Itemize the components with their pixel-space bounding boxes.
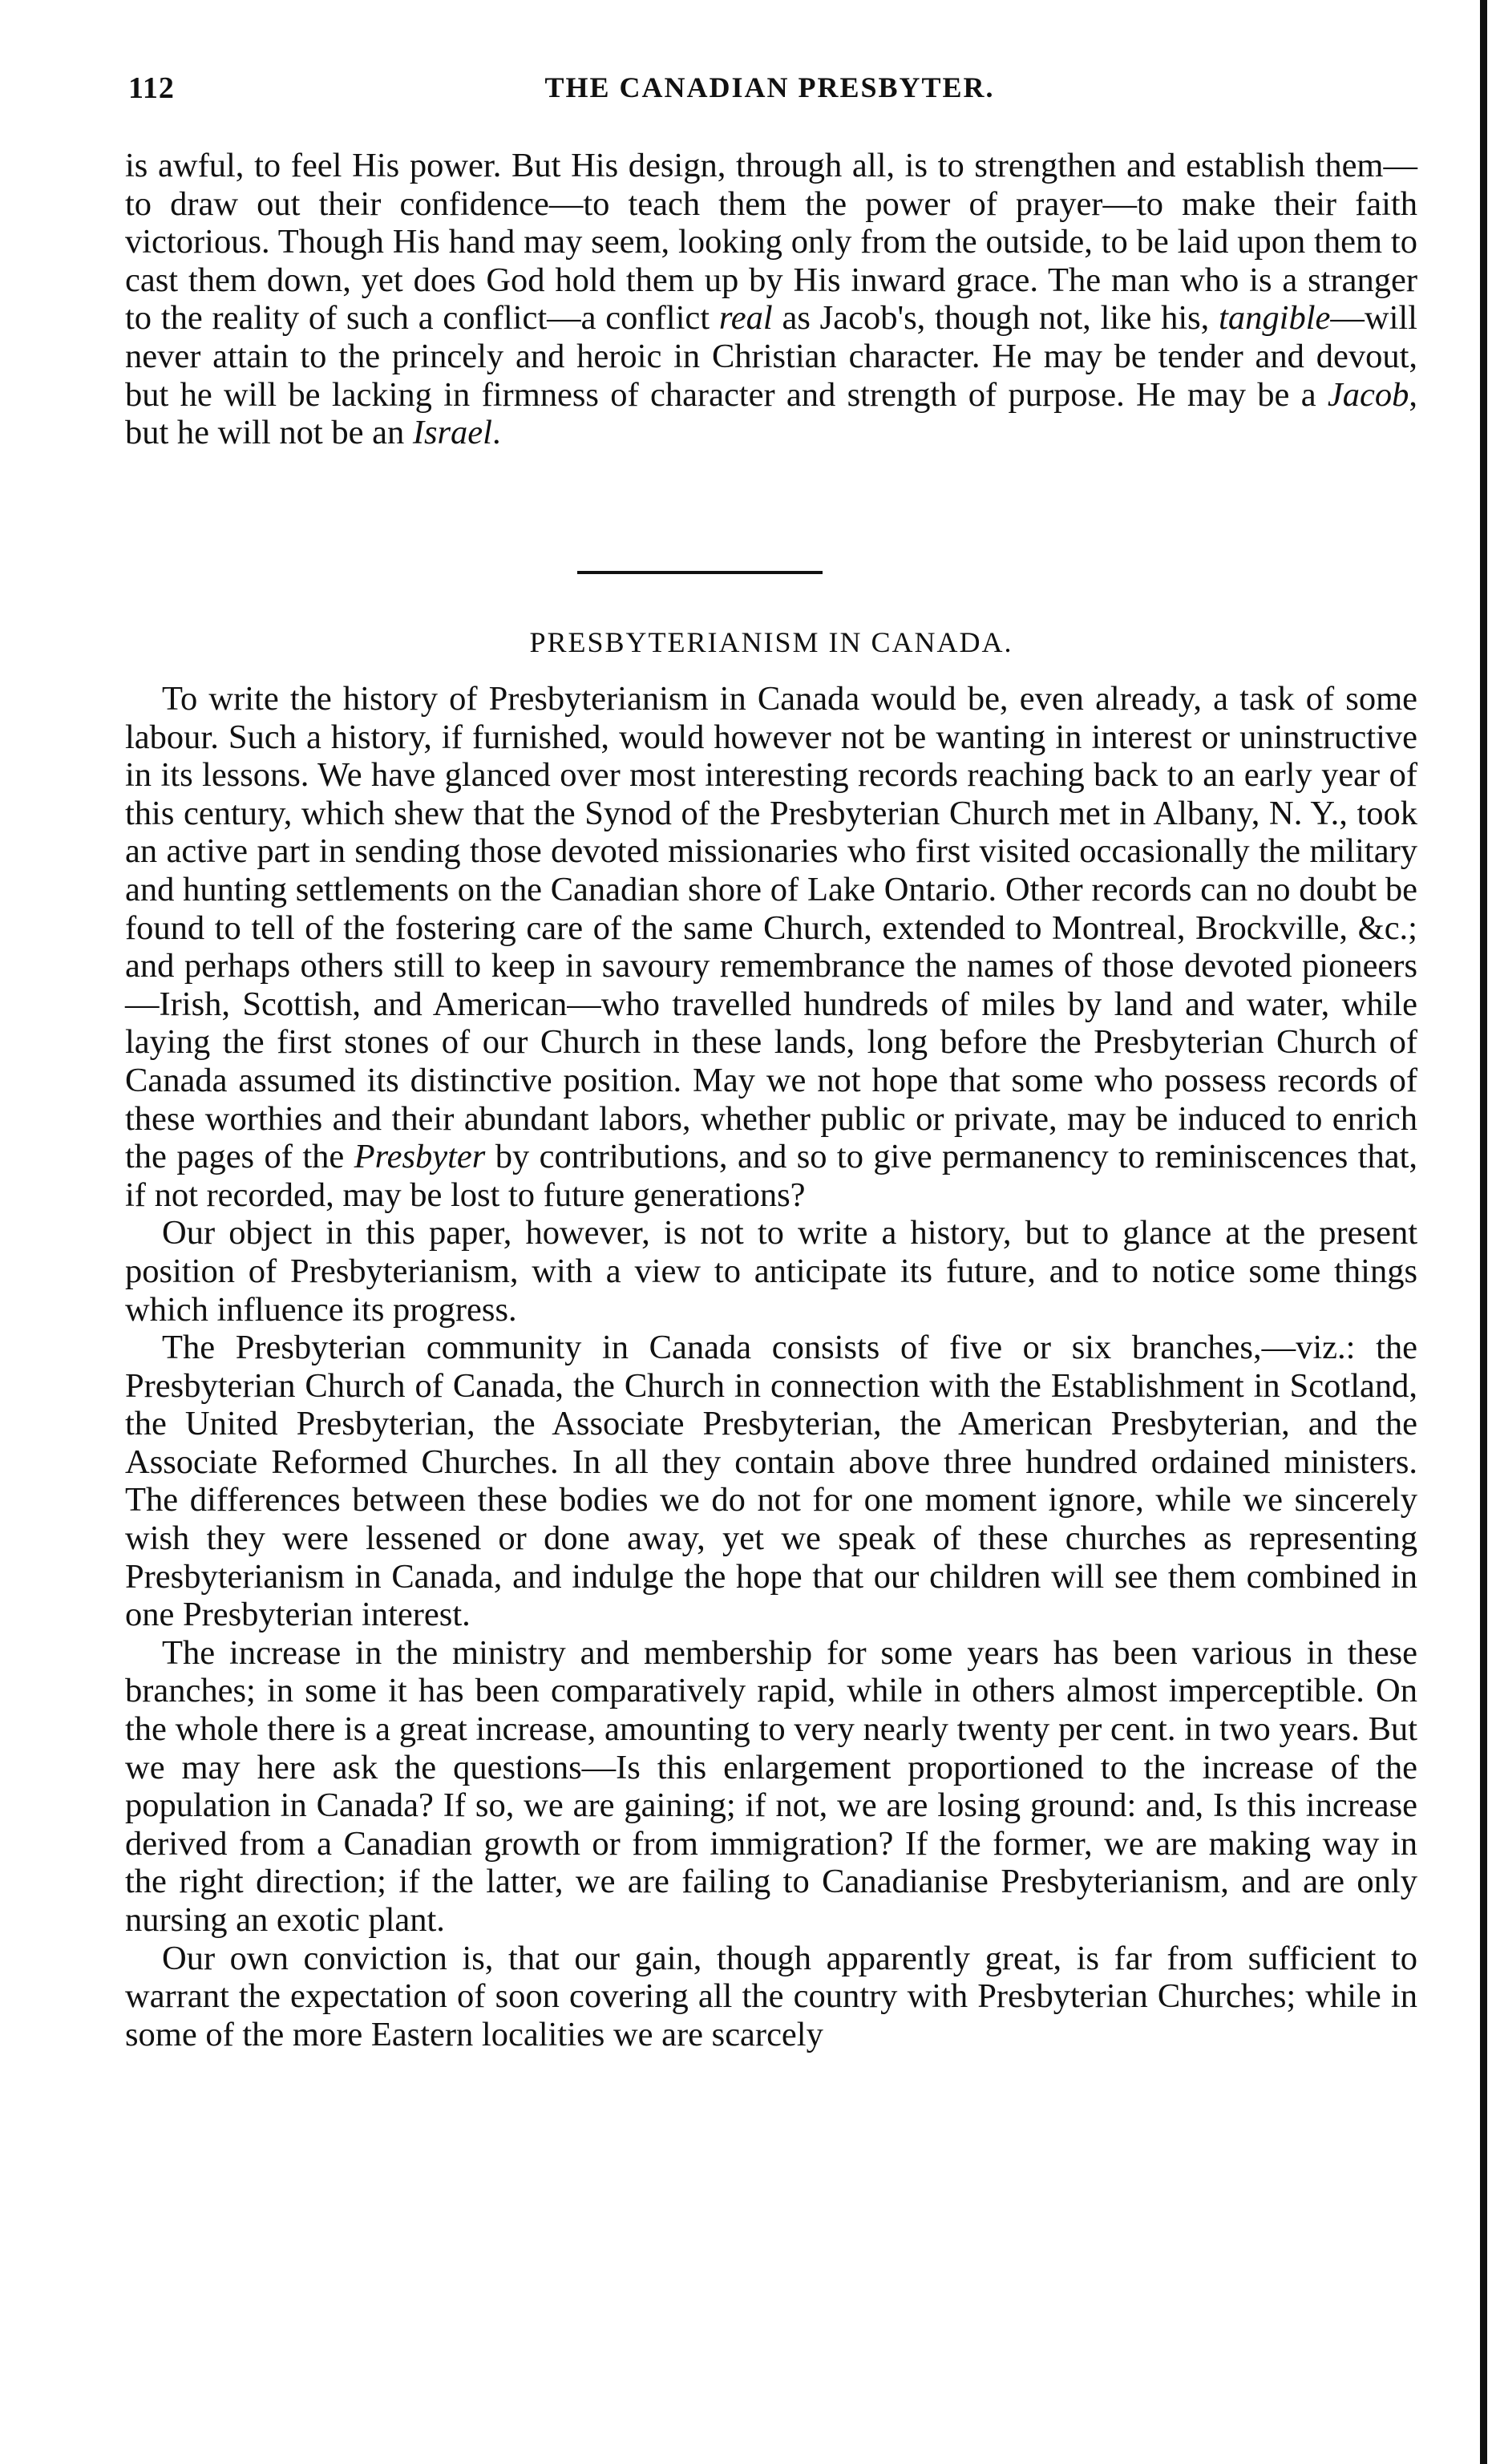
paragraph-1-segment-1: To write the history of Presbyterianism in Canada would be, even already, a task of some labour. Such a history, if furnished, would however not be wanting in interest or uninstructive in its lessons. We have glanced over most interesting records reaching back to an early year of this century, which shew that the Synod of the Presbyterian Church met in Albany, N. Y., took an active part in sending those devoted missionaries who first visited occasionally the military and hunting settlements on the Canadian shore of Lake Ontario. Other records can no doubt be found to tell of the fostering care of the same Church, extended to Montreal, Brockville, &c.; and perhaps others still to keep in savoury remembrance the names of those devoted pioneers—Irish, Scottish, and American—who travelled hundreds of miles by land and water, while laying the first stones of our Church in these lands, long before the Presbyterian Church of Canada assumed its distinctive position. May we not hope that some who possess records of these worthies and their abundant labors, whether public or private, may be induced to enrich the pages of the <box>125 680 1417 1176</box>
section-title: PRESBYTERIANISM IN CANADA. <box>529 626 1013 658</box>
top-paragraph <box>125 147 1417 452</box>
paragraph-2: Our object in this paper, however, is not to write a history, but to glance at the present position of Presbyterianism, with a view to anticipate its future, and to notice some things which influence its progress. <box>125 1214 1417 1329</box>
top-text-segment-3: —will never attain to the princely and heroic in Christian character. He may be tender and devout, but he will be lacking in firmness of character and strength of purpose. He may be a <box>125 299 1417 414</box>
paragraph-4: The increase in the ministry and membership for some years has been various in these branches; in some it has been comparatively rapid, while in others almost imperceptible. On the whole there is a great increase, amounting to very nearly twenty per cent. in two years. But we may here ask the questions—Is this enlargement proportioned to the increase of the population in Canada? If so, we are gaining; if not, we are losing ground: and, Is this increase derived from a Canadian growth or from immigration? If the former, we are making way in the right direction; if the latter, we are failing to Canadianise Presbyterianism, and are only nursing an exotic plant. <box>125 1633 1417 1939</box>
top-text-segment-2: as Jacob's, though not, like his, <box>772 299 1219 338</box>
section-divider-rule <box>577 571 823 574</box>
paragraph-1-italic-presbyter: Presbyter <box>354 1138 486 1176</box>
page-edge-rule <box>1480 0 1487 2464</box>
paragraph-3: The Presbyterian community in Canada consists of five or six branches,—viz.: the Presbyterian Church of Canada, the Church in connection with the Establishment in Scotland, the United Presbyterian, the Associate Presbyterian, the American Presbyterian, and the Associate Reformed Churches. In all they contain above three hundred ordained ministers. The differences between these bodies we do not for one moment ignore, while we sincerely wish they were lessened or done away, yet we speak of these churches as representing Presbyterianism in Canada, and indulge the hope that our children will see them combined in one Presbyterian interest. <box>125 1329 1417 1634</box>
top-italic-tangible: tangible <box>1219 299 1331 338</box>
paragraph-1 <box>125 680 1417 1214</box>
top-italic-real: real <box>718 299 773 338</box>
top-italic-jacob: Jacob <box>1327 375 1409 414</box>
paragraph-5: Our own conviction is, that our gain, though apparently great, is far from sufficient to warrant the expectation of soon covering all the country with Presbyterian Churches; while in some of the more Eastern localities we are scarcely <box>125 1939 1417 2053</box>
page-number: 112 <box>128 71 175 105</box>
paragraph-1-segment-2: by contributions, and so to give permanency to reminiscences that, if not recorded, may be lost to future generations? <box>125 1138 1418 1214</box>
top-text-segment-1: is awful, to feel His power. But His design, through all, is to strengthen and establish them—to draw out their confidence—to teach them the power of prayer—to make their faith victorious. Though His hand may seem, looking only from the outside, to be laid upon them to cast them down, yet does God hold them up by His inward grace. The man who is a stranger to the reality of such a conflict—a conflict <box>125 147 1417 338</box>
top-text-segment-5: . <box>491 414 501 452</box>
article-body <box>125 680 1417 2053</box>
top-text-segment-4: , but he will not be an <box>125 375 1417 452</box>
top-paragraph-text <box>125 147 1417 452</box>
top-italic-israel: Israel <box>412 414 492 452</box>
page-header <box>128 71 1411 119</box>
running-title: THE CANADIAN PRESBYTER. <box>544 71 995 103</box>
